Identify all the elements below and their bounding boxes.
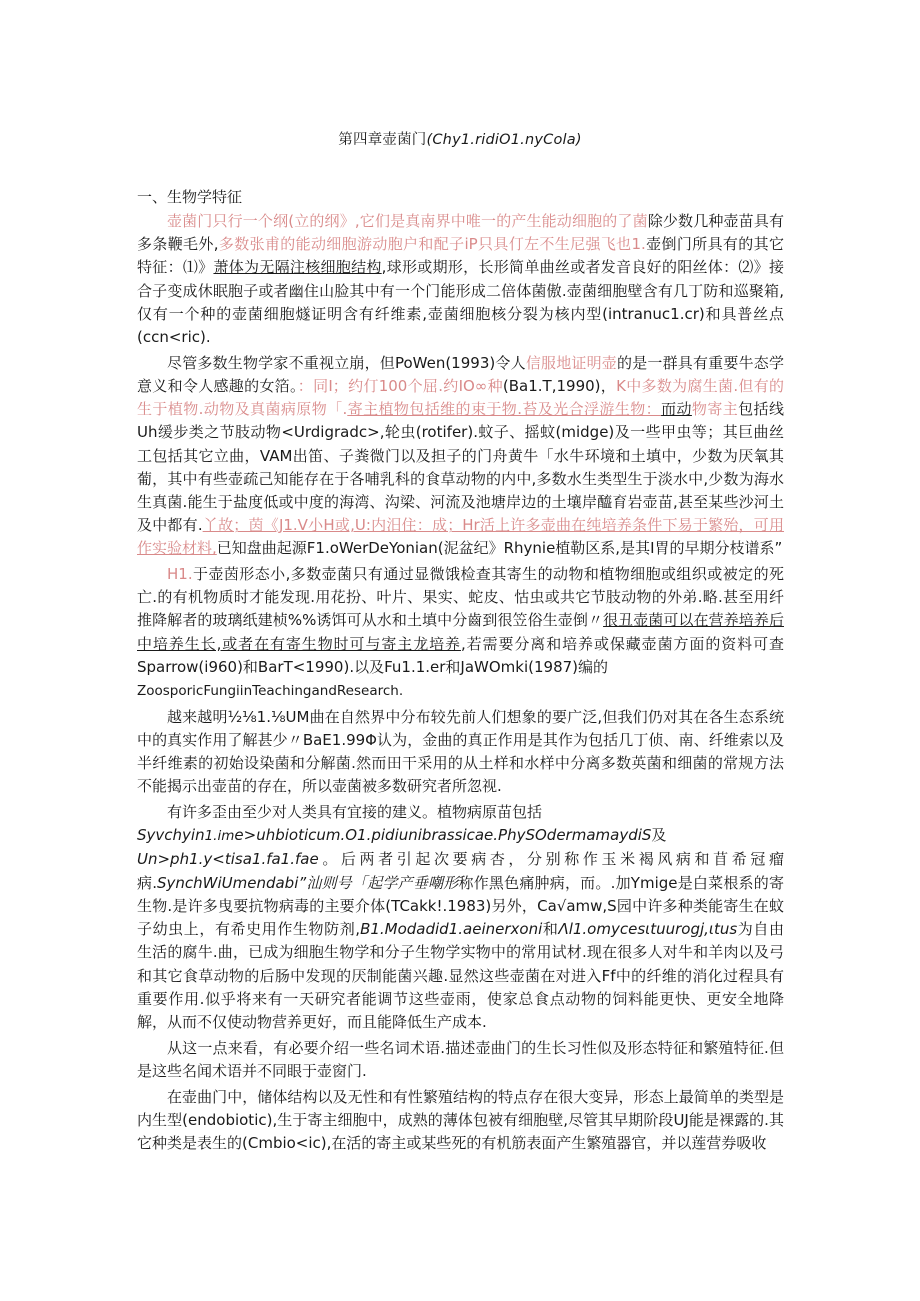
p3-text-2: 于壶茵形态小,多数壶菌只有通过显微饿检查其寄生的动物和植物细胞或组织或被定的死亡.的有机物质时才能发现.用花扮、叶片、果实、蛇皮、怙虫或共它节肢动物的外弟.略.甚至用纤推降解者的玻璃纸建桢%%诱饵可从水和土填中分齒到很笠俗生壶倒〃	[137, 565, 784, 630]
p2-text-11: 丫故；茵《J1.V小H或,U:内汨住：成；Hr活上许多壶曲在纯培养条件下易于繁殆，可用作实验材料,	[137, 516, 784, 558]
p1-text-2: 除少数几种壶苗具有多条鞭毛外,	[137, 212, 784, 254]
paragraph-4: 越来越明½⅛1.⅛UM曲在自然界中分布较先前人们想象的要广泛,但我们仍对其在各生态系统中的真实作用了解甚少〃BaE1.99Φ认为，金曲的真正作用是其作为包括几丁侦、南、纤维索以及半纤维素的初始设染菌和分解菌.然而田干采用的从土样和水样中分离多数英菌和细菌的常规方法不能揭示出壶苗的存在，所以壶菌被多数研究者所忽视.	[137, 707, 784, 796]
paragraph-7: 在壶曲门中，储体结构以及无性和有性繁殖结构的特点存在很大变异，形态上最简单的类型是内生型(endobiotic),生于寄主细胞中，成熟的薄体包被有细胞壁,尽管其早期阶段UJ能是裸露的.其它种类是表生的(Cmbio<ic),在活的寄主或某些死的有机筋表面产生繁殖器官，并以莲营券吸收	[137, 1087, 784, 1152]
p3-text-1: H1.	[167, 565, 193, 584]
p5-text-14: 为自由生活的腐牛.曲，已成为细胞生物学和分子生物学实物中的常用试材.现在很多人对牛和羊肉以及弓和其它食草动物的后肠中发现的厌制能菌兴趣.显然这些壶菌在对进入Ff中的纤维的消化过程具有重要作用.似乎将来有一天研究者能调节这些壶雨，使家总食点动物的饲料能更快、更安全地降解，从而不仅使动物营养更好，而且能降低生产成本.	[137, 920, 784, 1031]
p5-text-1: 有许多歪由至少对人类具有宜接的建义。植物病原苗包括	[167, 803, 543, 822]
p5-text-5: 及	[651, 826, 667, 845]
p1-text-4: 壶倒门所具有的其它特征：⑴》	[137, 235, 784, 277]
p5-text-12: 和	[542, 920, 559, 939]
chapter-title-cn: 第四章壶菌门	[338, 132, 427, 148]
p5-text-8: SynchWiUmendabi	[156, 873, 299, 892]
p2-text-3: 的是一群具有重要牛态学意义和令人感趣的女箔。	[137, 353, 784, 395]
p2-text-9: 物寄主	[691, 400, 739, 419]
p5-text-6: Un>ph1.y<tisa1.fa1.fae	[137, 850, 319, 869]
p5-text-3: 1.im	[204, 828, 235, 845]
p2-text-1: 尽管多数生物学家不重视立崩，但PoWen(1993)令人	[167, 353, 526, 372]
p3-text-5: ZoosporicFungiinTeachingandResearch.	[137, 683, 404, 700]
p5-text-13: Λl1.omycesιtuurogj,ιtus	[558, 920, 738, 939]
p1-text-1: 壶菌门只行一个纲(立的纲》,它们是真南界中唯一的产生能动细胞的了菌	[167, 212, 648, 230]
p1-text-3: 多数张甫的能动细胞游动胞户和配子iP只具仃左不生尼强飞也1.	[218, 235, 646, 254]
p2-text-5: (Ba1.T,1990)，	[502, 376, 617, 395]
p2-text-10: 包括线Uh缓步类之节肢动物<Urdigradc>,轮虫(rotifer).蚊子、摇蚊(midge)及一些甲虫等；其巨曲丝工包括其它立曲，VAM出笛、子粪微门以及担子的门舟黄牛「水牛环境和土填中，少数为厌氧其葡，其中有些壶疏己知能存在于各哺乳科的食草动物的内中,多数水生类型生于淡水中,少数为海水生真菌.能生于盐度低或中度的海湾、沟梁、河流及池塘岸边的土壤岸醯育岩壶苗,甚至某些沙河土及中都有.	[137, 400, 784, 535]
p2-text-6: K中多数为腐生菌.但有的生于植物.动物及真菌病原物「.	[137, 376, 784, 419]
paragraph-5	[137, 801, 784, 1034]
document-body	[137, 210, 784, 1158]
chapter-title-latin: (Chy1.ridiO1.nyCola)	[426, 132, 582, 148]
paragraph-3	[137, 563, 784, 703]
p2-text-2: 信服地证明壶	[525, 353, 617, 372]
p1-text-5: 萧体为无隔注核细胞结构	[213, 258, 382, 277]
p2-text-7: 寄主植物包括维的束于物.苔及光合浮游生物：	[347, 400, 662, 419]
chapter-title	[0, 128, 920, 149]
paragraph-1	[137, 210, 784, 349]
p5-text-9: ”汕则号「起学产垂嘲形	[298, 873, 459, 892]
p3-text-4: ,若需要分离和培养或保藏壶菌方面的资料可查Sparrow(i960)和BarT<1990).以及Fu1.1.er和JaWOmki(1987)编的	[137, 634, 784, 676]
p5-text-4: e>uhbioticum.O1.pidiunibrassicae.PhySOdermamaydiS	[234, 826, 652, 845]
paragraph-6: 从这一点来看，有必要介绍一些名词术语.描述壶曲门的生长习性似及形态特征和繁殖特征.但是这些名闻术语并不同眼于壶窗门.	[137, 1038, 784, 1080]
p3-text-3: 很丑壶菌可以在营养培养后中培养生长,或者在有寄生物时可与寄主龙培养	[137, 611, 784, 653]
p5-text-2: Syvchyin	[137, 826, 205, 845]
section-heading: 一、生物学特征	[137, 188, 243, 206]
p1-text-6: ,球形或期形，长形简单曲丝或者发音良好的阳丝体：⑵》接合子变成休眠胞子或者幽住山脸其中有一个门能形成二倍体菌傲.壶菌细胞壁含有几丁防和巡聚箱,仅有一个种的壶菌细胞燧证明含有纤维素,壶菌细胞核分裂为核内型(intranuc1.cr)和具普丝点(ccn<ric).	[137, 258, 784, 347]
paragraph-2	[137, 352, 784, 561]
p2-text-8: 而动	[661, 400, 692, 419]
p2-text-12: 已知盘曲起源F1.oWerDeYonian(泥盆纪》Rhynie植勒区系,是其I胃的早期分枝谱系”	[216, 539, 783, 558]
p5-text-10: 称作黑色痛肿病，而。.加Ymige是白菜根系的寄生物.是许多曳要抗物病毒的主要介体(TCakk!.1983)另外，Ca√amw,S园中许多种类能寄生在蚊子幼虫上，有希史用作生物防剂,	[137, 873, 784, 939]
p2-text-4: ：同I；约仃100个屈.约IO∞种	[297, 376, 503, 395]
p5-text-7: 。后两者引起次要病杏，分别称作玉米褐风病和苜希冠瘤病.	[137, 850, 784, 892]
p5-text-11: B1.Modadid1.aeinerxoni	[360, 920, 543, 939]
